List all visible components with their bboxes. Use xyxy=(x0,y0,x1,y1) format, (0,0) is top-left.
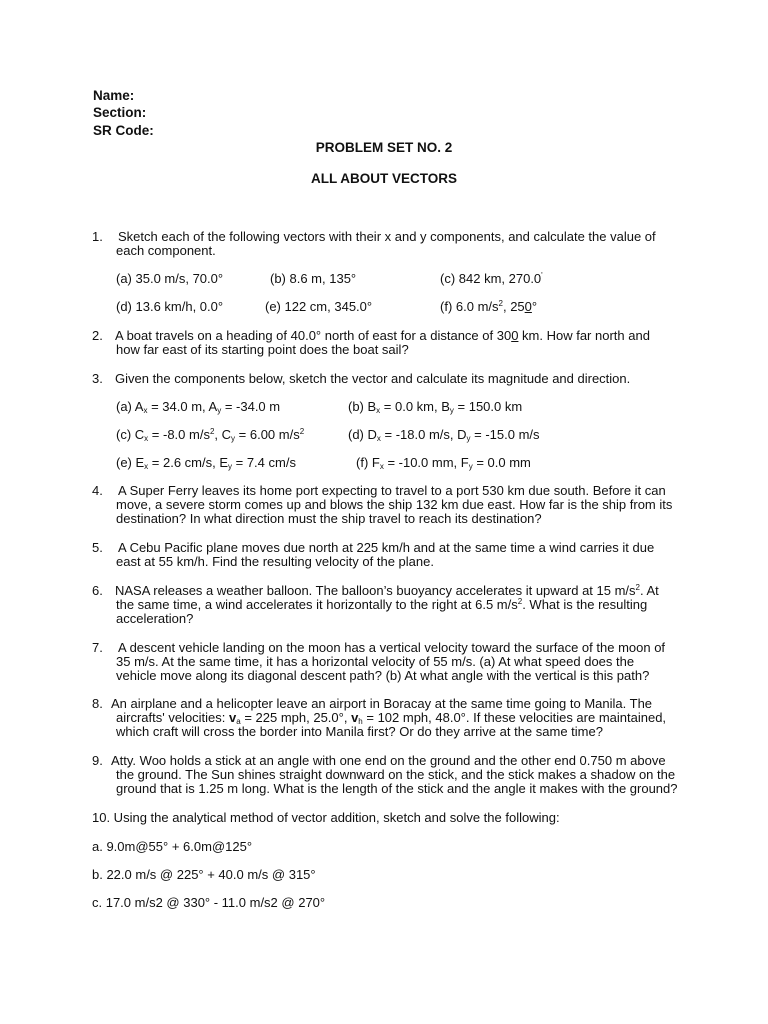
vector-item: (a) 35.0 m/s, 70.0° xyxy=(116,271,224,286)
vector-sum-item: c. 17.0 m/s2 @ 330° - 11.0 m/s2 @ 270° xyxy=(92,895,326,910)
sr-code-label: SR Code: xyxy=(93,123,154,138)
problem-text: vehicle move along its diagonal descent path? (b) At what angle with the vertical is this path? xyxy=(116,668,650,683)
vector-item: (e) 122 cm, 345.0° xyxy=(265,299,373,314)
problem-number: 7. xyxy=(92,640,103,655)
problem-text: acceleration? xyxy=(116,611,194,626)
problem-number: 9. xyxy=(92,753,103,768)
problem-text: A Super Ferry leaves its home port expecting to travel to a port 530 km due south. Before it can xyxy=(118,483,666,498)
problem-number: 3. xyxy=(92,371,103,386)
problem-text: A boat travels on a heading of 40.0° north of east for a distance of 300 km. How far north and xyxy=(115,328,650,343)
name-label: Name: xyxy=(93,88,135,103)
vector-sum-item: a. 9.0m@55° + 6.0m@125° xyxy=(92,839,253,854)
problem-text: which craft will cross the border into Manila first? Or do they arrive at the same time? xyxy=(116,724,603,739)
problem-text: Given the components below, sketch the vector and calculate its magnitude and direction. xyxy=(115,371,631,386)
problem-text: move, a severe storm comes up and blows the ship 132 km due east. How far is the ship from its xyxy=(116,497,673,512)
problem-text: destination? In what direction must the ship travel to reach its destination? xyxy=(116,511,542,526)
component-item: (f) $F_x = -10.0$ mm, $F_y = 0.0$ mm xyxy=(356,455,531,471)
vector-item: (c) 842 km, 270.0' xyxy=(440,271,543,286)
problem-text: Atty. Woo holds a stick at an angle with one end on the ground and the other end 0.750 m above xyxy=(111,753,666,768)
problem-text: each component. xyxy=(116,243,216,258)
section-label: Section: xyxy=(93,105,147,120)
problem-number: 2. xyxy=(92,328,103,343)
component-item: (b) $B_x = 0.0$ km, $B_y = 150.0$ km xyxy=(348,399,523,415)
problem-number: 5. xyxy=(92,540,103,555)
problem-text: east at 55 km/h. Find the resulting velocity of the plane. xyxy=(116,554,434,569)
component-item: (a) $A_x = 34.0$ m, $A_y = -34.0$ m xyxy=(116,399,281,415)
problem-number: 8. xyxy=(92,696,103,711)
problem-number: 6. xyxy=(92,583,103,598)
problem-text: how far east of its starting point does the boat sail? xyxy=(116,342,409,357)
problem-text: A descent vehicle landing on the moon has a vertical velocity toward the surface of the moon of xyxy=(118,640,666,655)
vector-sum-item: b. 22.0 m/s @ 225° + 40.0 m/s @ 315° xyxy=(92,867,316,882)
problem-text: A Cebu Pacific plane moves due north at 225 km/h and at the same time a wind carries it due xyxy=(118,540,655,555)
problem-text: Sketch each of the following vectors with their x and y components, and calculate the value of xyxy=(118,229,656,244)
component-item: (e) $E_x = 2.6$ cm/s, $E_y = 7.4$ cm/s xyxy=(116,455,296,471)
problem-text: aircrafts' velocities: $v_a = 225$ mph, 25.0°, $v_h = 102$ mph, 48.0°. If these velocities are maintained, xyxy=(116,710,667,726)
problem-text: 35 m/s. At the same time, it has a horizontal velocity of 55 m/s. (a) At what speed does the xyxy=(116,654,635,669)
problem-text: 10. Using the analytical method of vector addition, sketch and solve the following: xyxy=(92,810,560,825)
vector-item: (f) 6.0 $m/s^2$, 250° xyxy=(440,299,538,314)
problem-number: 4. xyxy=(92,483,103,498)
component-item: (c) $C_x = -8.0$ $m/s^2$, $C_y = 6.00$ $m/s^2$ xyxy=(116,427,305,443)
problem-number: 1. xyxy=(92,229,103,244)
page-title: PROBLEM SET NO. 2 xyxy=(315,140,453,155)
problem-text: An airplane and a helicopter leave an airport in Boracay at the same time going to Manila. The xyxy=(111,696,653,711)
component-item: (d) $D_x = -18.0$ m/s, $D_y = -15.0$ m/s xyxy=(348,427,540,443)
vector-item: (d) 13.6 km/h, 0.0° xyxy=(116,299,224,314)
problem-text: the same time, a wind accelerates it horizontally to the right at 6.5 $m/s^2$. What is the resulting xyxy=(116,597,648,612)
problem-text: NASA releases a weather balloon. The balloon’s buoyancy accelerates it upward at 15 $m/s^2$. At xyxy=(115,583,659,598)
problem-text: ground that is 1.25 m long. What is the length of the stick and the angle it makes with the ground? xyxy=(116,781,678,796)
vector-item: (b) 8.6 m, 135° xyxy=(270,271,357,286)
problem-text: the ground. The Sun shines straight downward on the stick, and the stick makes a shadow on the xyxy=(116,767,676,782)
page-subtitle: ALL ABOUT VECTORS xyxy=(310,171,457,186)
